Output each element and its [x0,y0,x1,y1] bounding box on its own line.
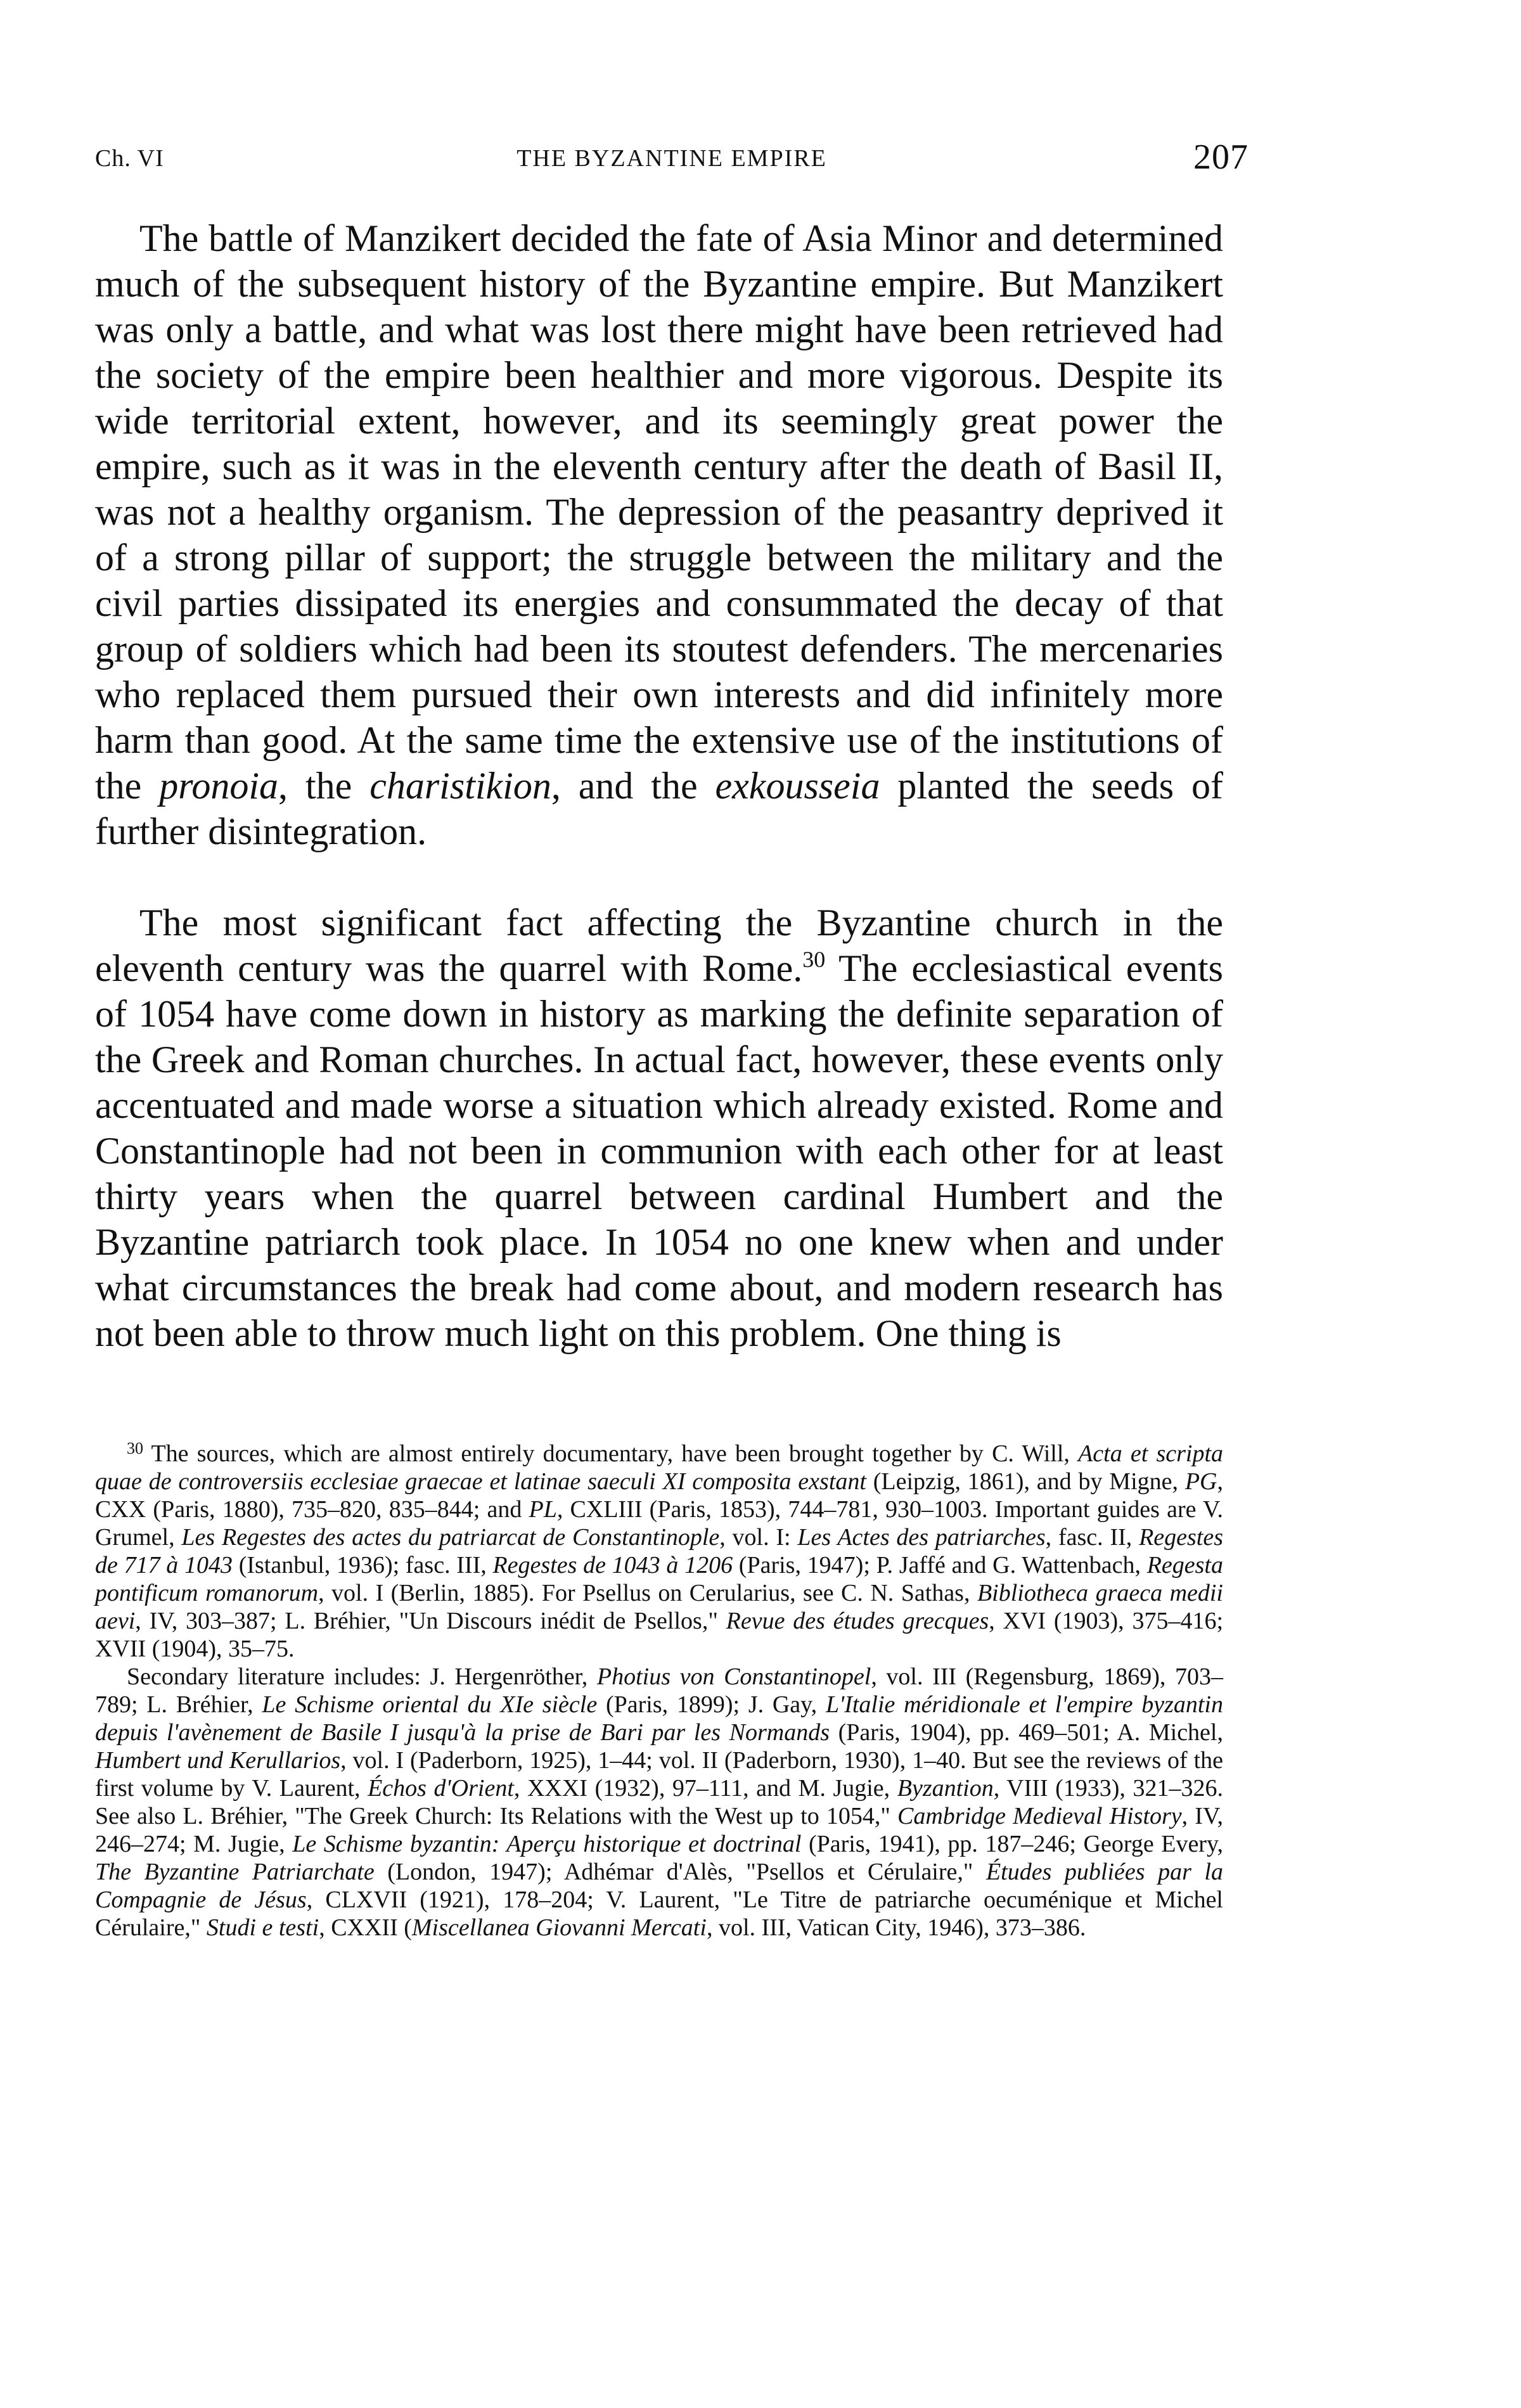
text-run: , CXXII ( [319,1914,412,1941]
text-run: , CLXVII (1921), 178–204; V. Laurent, "Le Titre de patriarche oecuménique et Michel Cérulaire," [95,1886,1223,1941]
title-italic: PG [1184,1468,1217,1495]
title-italic: Photius von Constantinopel [596,1663,871,1690]
italic-term: pronoia [159,765,279,807]
title-italic: Cambridge Medieval History [897,1803,1182,1829]
text-run: (Paris, 1941), pp. 187–246; George Every, [801,1831,1223,1857]
footnotes [95,1440,1223,1942]
text-run: planted the seeds of further disintegration. [95,765,1223,852]
text-run: (Istanbul, 1936); fasc. III, [232,1552,493,1579]
text-run: The sources, which are almost entirely documentary, have been brought together by C. Will, [143,1440,1079,1467]
text-run: (London, 1947); Adhémar d'Alès, "Psellos et Cérulaire," [374,1859,986,1885]
title-italic: Miscellanea Giovanni Mercati [411,1914,707,1941]
footnote-number: 30 [127,1439,143,1457]
title-italic: Studi e testi [206,1914,319,1941]
text-run: (Paris, 1904), pp. 469–501; A. Michel, [829,1719,1223,1746]
paragraph-church-quarrel [95,900,1223,1356]
title-italic: PL [529,1496,557,1523]
text-run: , XXXI (1932), 97–111, and M. Jugie, [513,1775,897,1802]
text-run: , IV, 246–274; M. Jugie, [95,1803,1223,1857]
text-run: (Leipzig, 1861), and by Migne, [866,1468,1185,1495]
paragraph-manzikert [95,215,1223,854]
text-run: , VIII (1933), 321–326. See also L. Bréhier, "The Greek Church: Its Relations with the West up to 1054," [95,1775,1223,1829]
footnote-30-secondary [95,1663,1223,1942]
title-italic: Le Schisme byzantin: Aperçu historique et doctrinal [292,1831,802,1857]
text-run: , the [278,765,370,807]
title-italic: Échos d'Orient [368,1775,514,1802]
title-italic: Acta et scripta quae de controversiis ecclesiae graecae et latinae saeculi XI composita exstant [95,1440,1224,1495]
title-italic: Revue des études grecques [726,1608,989,1634]
main-text [95,215,1223,1356]
text-run: , CXLIII (Paris, 1853), 744–781, 930–1003. Important guides are V. Grumel, [95,1496,1224,1551]
text-run: , and the [551,765,716,807]
title-italic: Les Actes des patriarches [797,1524,1046,1551]
text-run: , IV, 303–387; L. Bréhier, "Un Discours inédit de Psellos," [135,1608,726,1634]
text-run: , vol. III (Regensburg, 1869), 703–789; L. Bréhier, [95,1663,1223,1718]
text-run: , vol. I (Paderborn, 1925), 1–44; vol. II (Paderborn, 1930), 1–40. But see the reviews of the first volume by V. Laurent, [95,1747,1223,1802]
page-number: 207 [1193,138,1248,177]
text-run: (Paris, 1947); P. Jaffé and G. Wattenbach, [733,1552,1147,1579]
text-run: The ecclesiastical events of 1054 have come down in history as marking the definite separation of the Greek and Roman churches. In actual fact, however, these events only accentuated and made worse a situation which already existed. Rome and Constantinople had not been in communion with each other for at least thirty years when the quarrel between cardinal Humbert and the Byzantine patriarch took place. In 1054 no one knew when and under what circumstances the break had come about, and modern research has not been able to throw much light on this problem. One thing is [95,947,1223,1354]
title-italic: Regesta pontificum romanorum [95,1552,1223,1606]
italic-term: exkousseia [715,765,880,807]
text-run: , fasc. II, [1045,1524,1139,1551]
title-italic: The Byzantine Patriarchate [95,1859,375,1885]
title-italic: L'Italie méridionale et l'empire byzantin depuis l'avènement de Basile I jusqu'à la prise de Bari par les Normands [95,1691,1223,1746]
title-italic: Études publiées par la Compagnie de Jésus [95,1859,1223,1913]
text-run: , CXX (Paris, 1880), 735–820, 835–844; and [95,1468,1223,1523]
italic-term: charistikion [369,765,551,807]
footnote-reference[interactable]: 30 [802,947,826,972]
text-run: , XVI (1903), 375–416; XVII (1904), 35–75. [95,1608,1223,1662]
title-italic: Bibliotheca graeca medii aevi [95,1580,1223,1634]
text-run: , vol. III, Vatican City, 1946), 373–386. [706,1914,1086,1941]
title-italic: Le Schisme oriental du XIe siècle [262,1691,598,1718]
running-header [95,138,1248,179]
title-italic: Les Regestes des actes du patriarcat de Constantinople [181,1524,720,1551]
text-run: The most significant fact affecting the Byzantine church in the eleventh century was the quarrel with Rome. [95,902,1223,989]
footnote-30-sources [95,1440,1223,1663]
title-italic: Regestes de 1043 à 1206 [492,1552,733,1579]
text-run: The battle of Manzikert decided the fate of Asia Minor and determined much of the subsequent history of the Byzantine empire. But Manzikert was only a battle, and what was lost there might have been retrieved had the society of the empire been healthier and more vigorous. Despite its wide territorial extent, however, and its seemingly great power the empire, such as it was in the eleventh century after the death of Basil II, was not a healthy organism. The depression of the peasantry deprived it of a strong pillar of support; the struggle between the military and the civil parties dissipated its energies and consummated the decay of that group of soldiers which had been its stoutest defenders. The mercenaries who replaced them pursued their own interests and did infinitely more harm than good. At the same time the extensive use of the institutions of the [95,217,1223,807]
chapter-label: Ch. VI [95,145,164,172]
text-run: Secondary literature includes: J. Hergenröther, [127,1663,597,1690]
text-run: , vol. I (Berlin, 1885). For Psellus on Cerularius, see C. N. Sathas, [318,1580,977,1606]
text-run: (Paris, 1899); J. Gay, [597,1691,826,1718]
text-run: , vol. I: [719,1524,798,1551]
title-italic: Regestes de 717 à 1043 [95,1524,1224,1579]
title-italic: Byzantion [897,1775,994,1802]
title-italic: Humbert und Kerullarios [95,1747,341,1774]
running-title: THE BYZANTINE EMPIRE [517,145,827,172]
